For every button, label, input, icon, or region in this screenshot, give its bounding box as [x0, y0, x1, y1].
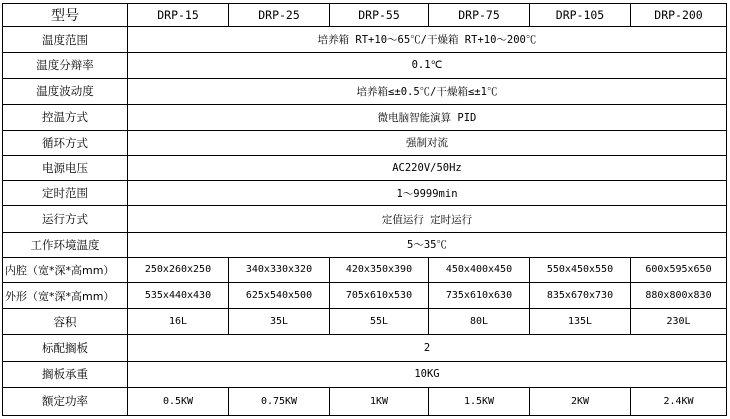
row-timer-range [3, 181, 727, 206]
model-drp-25: DRP-25 [229, 4, 330, 27]
header-label: 型号 [3, 4, 128, 27]
inner-size-drp-105: 550x450x550 [530, 257, 631, 282]
row-rated-power [3, 387, 727, 415]
operation-mode-value: 定值运行 定时运行 [128, 206, 727, 232]
shelves-label: 标配搁板 [3, 335, 128, 361]
row-inner-size [3, 257, 727, 282]
volume-drp-25: 35L [229, 309, 330, 335]
temp-resolution-value: 0.1℃ [128, 53, 727, 78]
ambient-temp-value: 5～35℃ [128, 232, 727, 257]
rated-power-label: 额定功率 [3, 387, 128, 415]
inner-size-drp-75: 450x400x450 [429, 257, 530, 282]
outer-size-drp-55: 705x610x530 [330, 282, 429, 308]
volume-drp-15: 16L [128, 309, 229, 335]
row-shelf-load [3, 361, 727, 387]
volume-drp-200: 230L [631, 309, 727, 335]
rated-power-drp-105: 2KW [530, 387, 631, 415]
outer-size-drp-25: 625x540x500 [229, 282, 330, 308]
rated-power-drp-200: 2.4KW [631, 387, 727, 415]
ambient-temp-label: 工作环境温度 [3, 232, 128, 257]
inner-size-drp-15: 250x260x250 [128, 257, 229, 282]
shelves-value: 2 [128, 335, 727, 361]
row-volume [3, 309, 727, 335]
outer-size-label: 外形（宽*深*高mm） [3, 282, 128, 308]
circulation-value: 强制对流 [128, 130, 727, 155]
temp-range-label: 温度范围 [3, 27, 128, 53]
spec-table [2, 3, 727, 416]
model-drp-75: DRP-75 [429, 4, 530, 27]
model-drp-55: DRP-55 [330, 4, 429, 27]
rated-power-drp-75: 1.5KW [429, 387, 530, 415]
inner-size-drp-55: 420x350x390 [330, 257, 429, 282]
rated-power-drp-15: 0.5KW [128, 387, 229, 415]
inner-size-drp-200: 600x595x650 [631, 257, 727, 282]
temp-fluctuation-value: 培养箱≤±0.5℃/干燥箱≤±1℃ [128, 78, 727, 104]
shelf-load-label: 搁板承重 [3, 361, 128, 387]
volume-label: 容积 [3, 309, 128, 335]
rated-power-drp-55: 1KW [330, 387, 429, 415]
volume-drp-75: 80L [429, 309, 530, 335]
operation-mode-label: 运行方式 [3, 206, 128, 232]
outer-size-drp-15: 535x440x430 [128, 282, 229, 308]
row-control-mode [3, 104, 727, 130]
circulation-label: 循环方式 [3, 130, 128, 155]
volume-drp-55: 55L [330, 309, 429, 335]
timer-range-value: 1～9999min [128, 181, 727, 206]
temp-resolution-label: 温度分辩率 [3, 53, 128, 78]
shelf-load-value: 10KG [128, 361, 727, 387]
model-drp-105: DRP-105 [530, 4, 631, 27]
power-voltage-value: AC220V/50Hz [128, 156, 727, 181]
rated-power-drp-25: 0.75KW [229, 387, 330, 415]
row-operation-mode [3, 206, 727, 232]
control-mode-value: 微电脑智能演算 PID [128, 104, 727, 130]
model-drp-15: DRP-15 [128, 4, 229, 27]
row-temp-fluctuation [3, 78, 727, 104]
temp-range-value: 培养箱 RT+10～65℃/干燥箱 RT+10～200℃ [128, 27, 727, 53]
row-power-voltage [3, 156, 727, 181]
timer-range-label: 定时范围 [3, 181, 128, 206]
inner-size-drp-25: 340x330x320 [229, 257, 330, 282]
volume-drp-105: 135L [530, 309, 631, 335]
row-circulation [3, 130, 727, 155]
model-drp-200: DRP-200 [631, 4, 727, 27]
row-ambient-temp [3, 232, 727, 257]
row-shelves [3, 335, 727, 361]
outer-size-drp-200: 880x800x830 [631, 282, 727, 308]
inner-size-label: 内腔（宽*深*高mm） [3, 257, 128, 282]
row-temp-range [3, 27, 727, 53]
outer-size-drp-75: 735x610x630 [429, 282, 530, 308]
row-outer-size [3, 282, 727, 308]
row-temp-resolution [3, 53, 727, 78]
temp-fluctuation-label: 温度波动度 [3, 78, 128, 104]
power-voltage-label: 电源电压 [3, 156, 128, 181]
outer-size-drp-105: 835x670x730 [530, 282, 631, 308]
control-mode-label: 控温方式 [3, 104, 128, 130]
header-row [3, 4, 727, 27]
